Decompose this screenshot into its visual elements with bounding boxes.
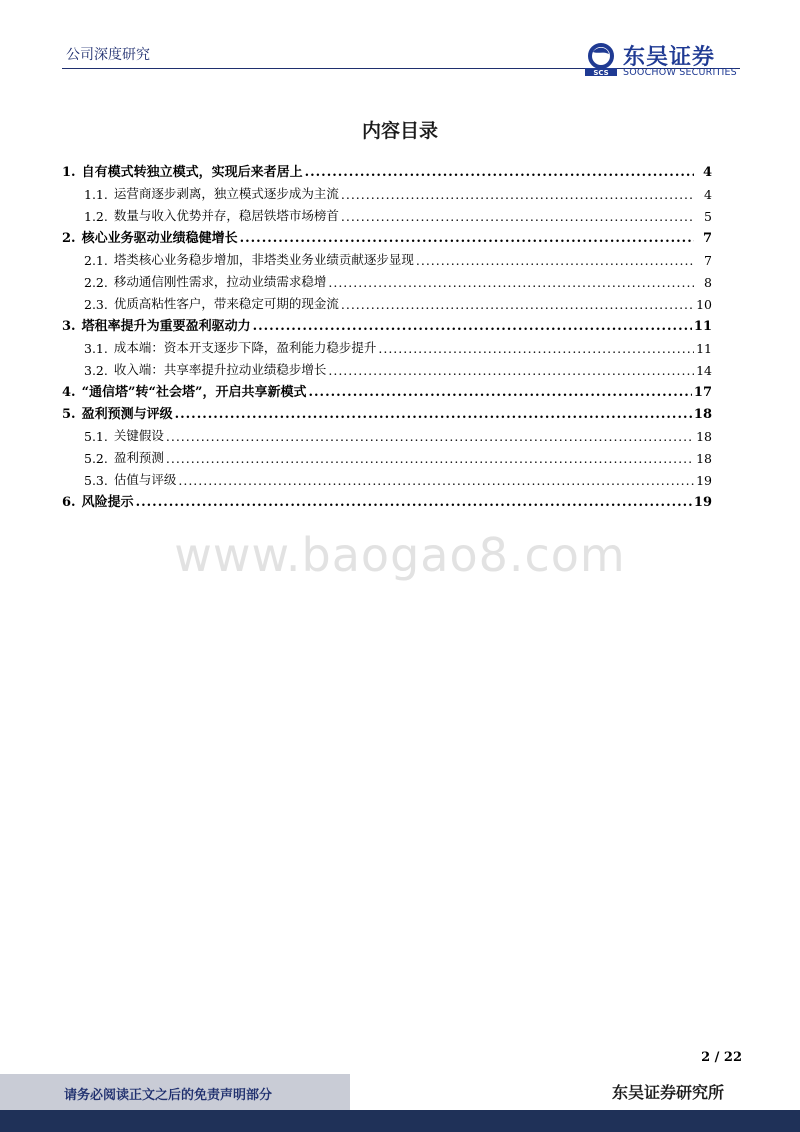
toc-entry[interactable] [62,466,712,488]
toc-entry-number: 6. [62,495,76,510]
toc-entry-page: 14 [696,363,712,378]
toc-entry-number: 2.1. [84,253,108,268]
toc-entry-page: 10 [696,297,712,312]
footer-bar [0,1110,800,1132]
toc-entry[interactable] [62,334,712,356]
toc-dot-leader [416,253,694,268]
toc-entry[interactable] [62,224,712,246]
toc-dot-leader [166,451,694,466]
toc-entry-label: 收入端：共享率提升拉动业绩稳步增长 [113,362,327,377]
scs-logo-icon [583,42,619,78]
toc-dot-leader [341,297,694,312]
toc-dot-leader [305,165,694,180]
toc-entry-number: 5.2. [84,451,108,466]
toc-entry-label: 运营商逐步剥离，独立模式逐步成为主流 [113,186,339,201]
toc-entry-number: 2.3. [84,297,108,312]
toc-entry-number: 1. [62,165,76,180]
logo-mark-text: SCS [593,69,609,77]
toc-dot-leader [328,363,694,378]
toc-dot-leader [309,385,692,400]
toc-entry-number: 3. [62,319,76,334]
page-number: 2 / 22 [701,1050,742,1065]
footer-firm-name: 东吴证券研究所 [611,1083,724,1102]
toc-entry-label: 风险提示 [81,495,134,510]
toc-entry[interactable] [62,378,712,400]
toc-entry-page: 18 [696,429,712,444]
toc-dot-leader [240,231,694,246]
watermark: www.baogao8.com [174,528,626,582]
toc-title: 内容目录 [361,120,438,142]
toc-dot-leader [341,187,694,202]
toc-entry[interactable] [62,290,712,312]
toc-entry-number: 1.2. [84,209,108,224]
toc-dot-leader [175,407,692,422]
company-logo [583,40,748,80]
toc-entry-number: 5.3. [84,473,108,488]
toc-entry-number: 3.2. [84,363,108,378]
toc-entry-number: 2.2. [84,275,108,290]
toc-entry-page: 11 [693,319,712,334]
toc-entry-page: 7 [704,253,712,268]
toc-entry-number: 2. [62,231,76,246]
toc-entry-number: 3.1. [84,341,108,356]
toc-entry-page: 19 [696,473,712,488]
toc-entry-label: 数量与收入优势并存，稳居铁塔市场榜首 [113,208,339,223]
toc-entry[interactable] [62,488,712,510]
toc-entry[interactable] [62,400,712,422]
toc-entry-label: 移动通信刚性需求，拉动业绩需求稳增 [113,274,327,289]
toc-entry[interactable] [62,246,712,268]
toc-entry-number: 5. [62,407,76,422]
toc-entry-label: 关键假设 [113,428,164,443]
toc-entry-page: 11 [696,341,712,356]
toc-entry[interactable] [62,158,712,180]
toc-entry[interactable] [62,422,712,444]
toc-entry-label: 盈利预测 [113,450,164,465]
toc-entry-label: “通信塔”转“社会塔”，开启共享新模式 [81,385,307,400]
disclaimer-banner [0,1074,350,1110]
table-of-contents [62,158,712,510]
toc-entry[interactable] [62,356,712,378]
toc-entry-number: 5.1. [84,429,108,444]
toc-dot-leader [378,341,694,356]
toc-entry-label: 成本端：资本开支逐步下降，盈利能力稳步提升 [113,340,377,355]
toc-dot-leader [178,473,694,488]
logo-english-name: SOOCHOW SECURITIES [623,67,737,78]
toc-entry[interactable] [62,180,712,202]
toc-entry-page: 4 [702,165,712,180]
toc-entry-label: 核心业务驱动业绩稳健增长 [81,231,238,246]
toc-entry-page: 19 [693,495,712,510]
toc-entry-page: 5 [704,209,712,224]
logo-chinese-name: 东吴证券 [623,45,716,70]
toc-entry[interactable] [62,268,712,290]
toc-entry-page: 18 [696,451,712,466]
toc-dot-leader [253,319,692,334]
toc-dot-leader [166,429,694,444]
toc-entry[interactable] [62,312,712,334]
toc-entry-label: 塔类核心业务稳步增加，非塔类业务业绩贡献逐步显现 [113,252,414,267]
toc-entry-label: 优质高粘性客户，带来稳定可期的现金流 [113,296,339,311]
toc-entry-number: 4. [62,385,76,400]
toc-entry-page: 18 [693,407,712,422]
toc-entry-page: 4 [704,187,712,202]
toc-dot-leader [341,209,694,224]
toc-entry-label: 估值与评级 [113,472,177,487]
disclaimer-text: 请务必阅读正文之后的免责声明部分 [64,1088,273,1103]
toc-entry-label: 盈利预测与评级 [81,407,173,422]
toc-entry-label: 自有模式转独立模式，实现后来者居上 [81,165,303,180]
toc-entry-page: 7 [702,231,712,246]
toc-dot-leader [136,495,692,510]
toc-entry-label: 塔租率提升为重要盈利驱动力 [81,319,251,334]
toc-entry-number: 1.1. [84,187,108,202]
toc-entry[interactable] [62,202,712,224]
toc-entry[interactable] [62,444,712,466]
toc-entry-page: 8 [704,275,712,290]
toc-dot-leader [328,275,694,290]
report-type-label: 公司深度研究 [66,47,150,63]
toc-entry-page: 17 [693,385,712,400]
